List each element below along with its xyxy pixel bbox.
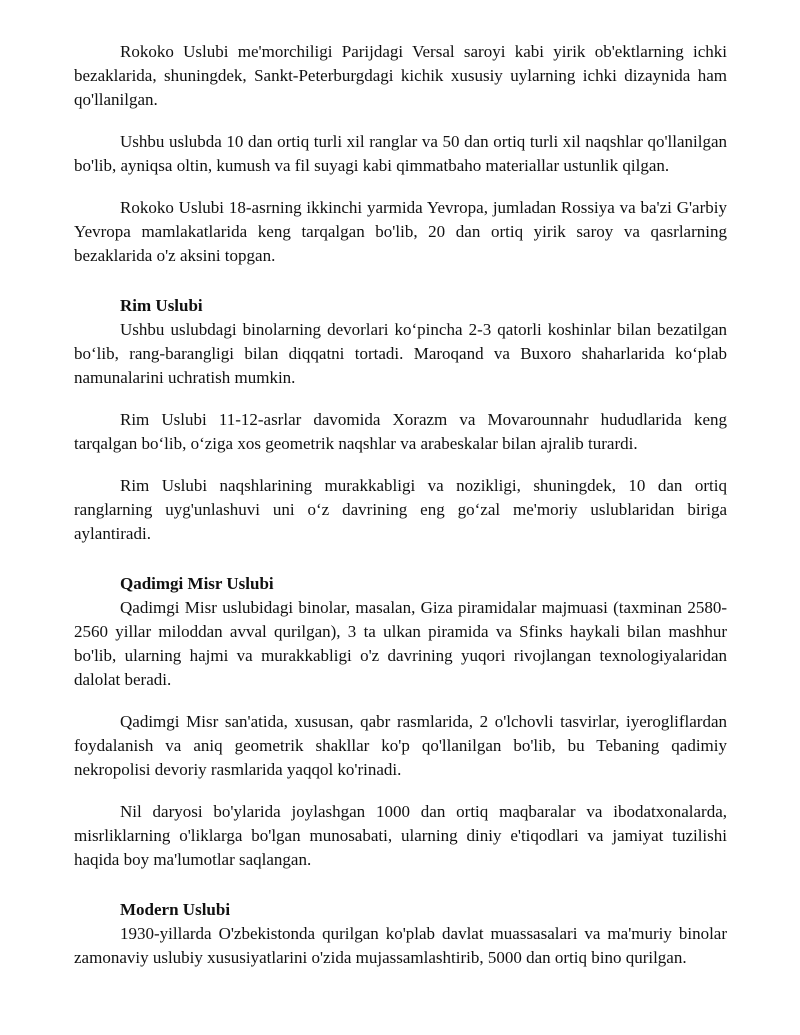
rim-paragraph-2: Rim Uslubi 11-12-asrlar davomida Xorazm va Movarounnahr hududlarida keng tarqalgan bo‘lib, o‘ziga xos geometrik naqshlar va arabeskalar bilan ajralib turardi. [74, 410, 727, 453]
rim-paragraph-1: Ushbu uslubdagi binolarning devorlari ko‘pincha 2-3 qatorli koshinlar bilan bezatilgan bo‘lib, rang-barangligi bilan diqqatni tortadi. Maroqand va Buxoro shaharlarida ko‘plab namunalarini uchratish mumkin. [74, 320, 727, 387]
section-heading-modern: Modern Uslubi [120, 900, 231, 919]
misr-paragraph-1: Qadimgi Misr uslubidagi binolar, masalan, Giza piramidalar majmuasi (taxminan 2580-2560 yillar miloddan avval qurilgan), 3 ta ulkan piramida va Sfinks haykali bilan mashhur bo'lib, ularning hajmi va murakkabligi o'z davrining yuqori rivojlangan texnologiyalaridan dalolat beradi. [74, 598, 727, 689]
modern-paragraph-1: 1930-yillarda O'zbekistonda qurilgan ko'plab davlat muassasalari va ma'muriy binolar zamonaviy uslubiy xususiyatlarini o'zida mujassamlashtirib, 5000 dan ortiq bino qurilgan. [74, 924, 727, 967]
misr-paragraph-2: Qadimgi Misr san'atida, xususan, qabr rasmlarida, 2 o'lchovli tasvirlar, iyerogliflardan foydalanish va aniq geometrik shakllar ko'p qo'llanilgan bo'lib, bu Tebaning qadimiy nekropolisi devoriy rasmlarida yaqqol ko'rinadi. [74, 712, 727, 779]
document-page [74, 40, 727, 970]
misr-paragraph-3: Nil daryosi bo'ylarida joylashgan 1000 dan ortiq maqbaralar va ibodatxonalarda, misrliklarning o'liklarga bo'lgan munosabati, ularning diniy e'tiqodlari va jamiyat tuzilishi haqida boy ma'lumotlar saqlangan. [74, 802, 727, 869]
section-heading-misr: Qadimgi Misr Uslubi [120, 574, 274, 593]
intro-paragraph-1: Rokoko Uslubi me'morchiligi Parijdagi Versal saroyi kabi yirik ob'ektlarning ichki bezaklarida, shuningdek, Sankt-Peterburgdagi kichik xususiy uylarning ichki dizaynida ham qo'llanilgan. [74, 42, 727, 109]
intro-paragraph-3: Rokoko Uslubi 18-asrning ikkinchi yarmida Yevropa, jumladan Rossiya va ba'zi G'arbiy Yevropa mamlakatlarida keng tarqalgan bo'lib, 20 dan ortiq yirik saroy va qasrlarning bezaklarida o'z aksini topgan. [74, 198, 727, 265]
intro-paragraph-2: Ushbu uslubda 10 dan ortiq turli xil ranglar va 50 dan ortiq turli xil naqshlar qo'llanilgan bo'lib, ayniqsa oltin, kumush va fil suyagi kabi qimmatbaho materiallar ustunlik qilgan. [74, 132, 727, 175]
section-heading-rim: Rim Uslubi [120, 296, 203, 315]
rim-paragraph-3: Rim Uslubi naqshlarining murakkabligi va nozikligi, shuningdek, 10 dan ortiq ranglarning uyg'unlashuvi uni o‘z davrining eng go‘zal me'moriy uslublaridan biriga aylantiradi. [74, 476, 727, 543]
